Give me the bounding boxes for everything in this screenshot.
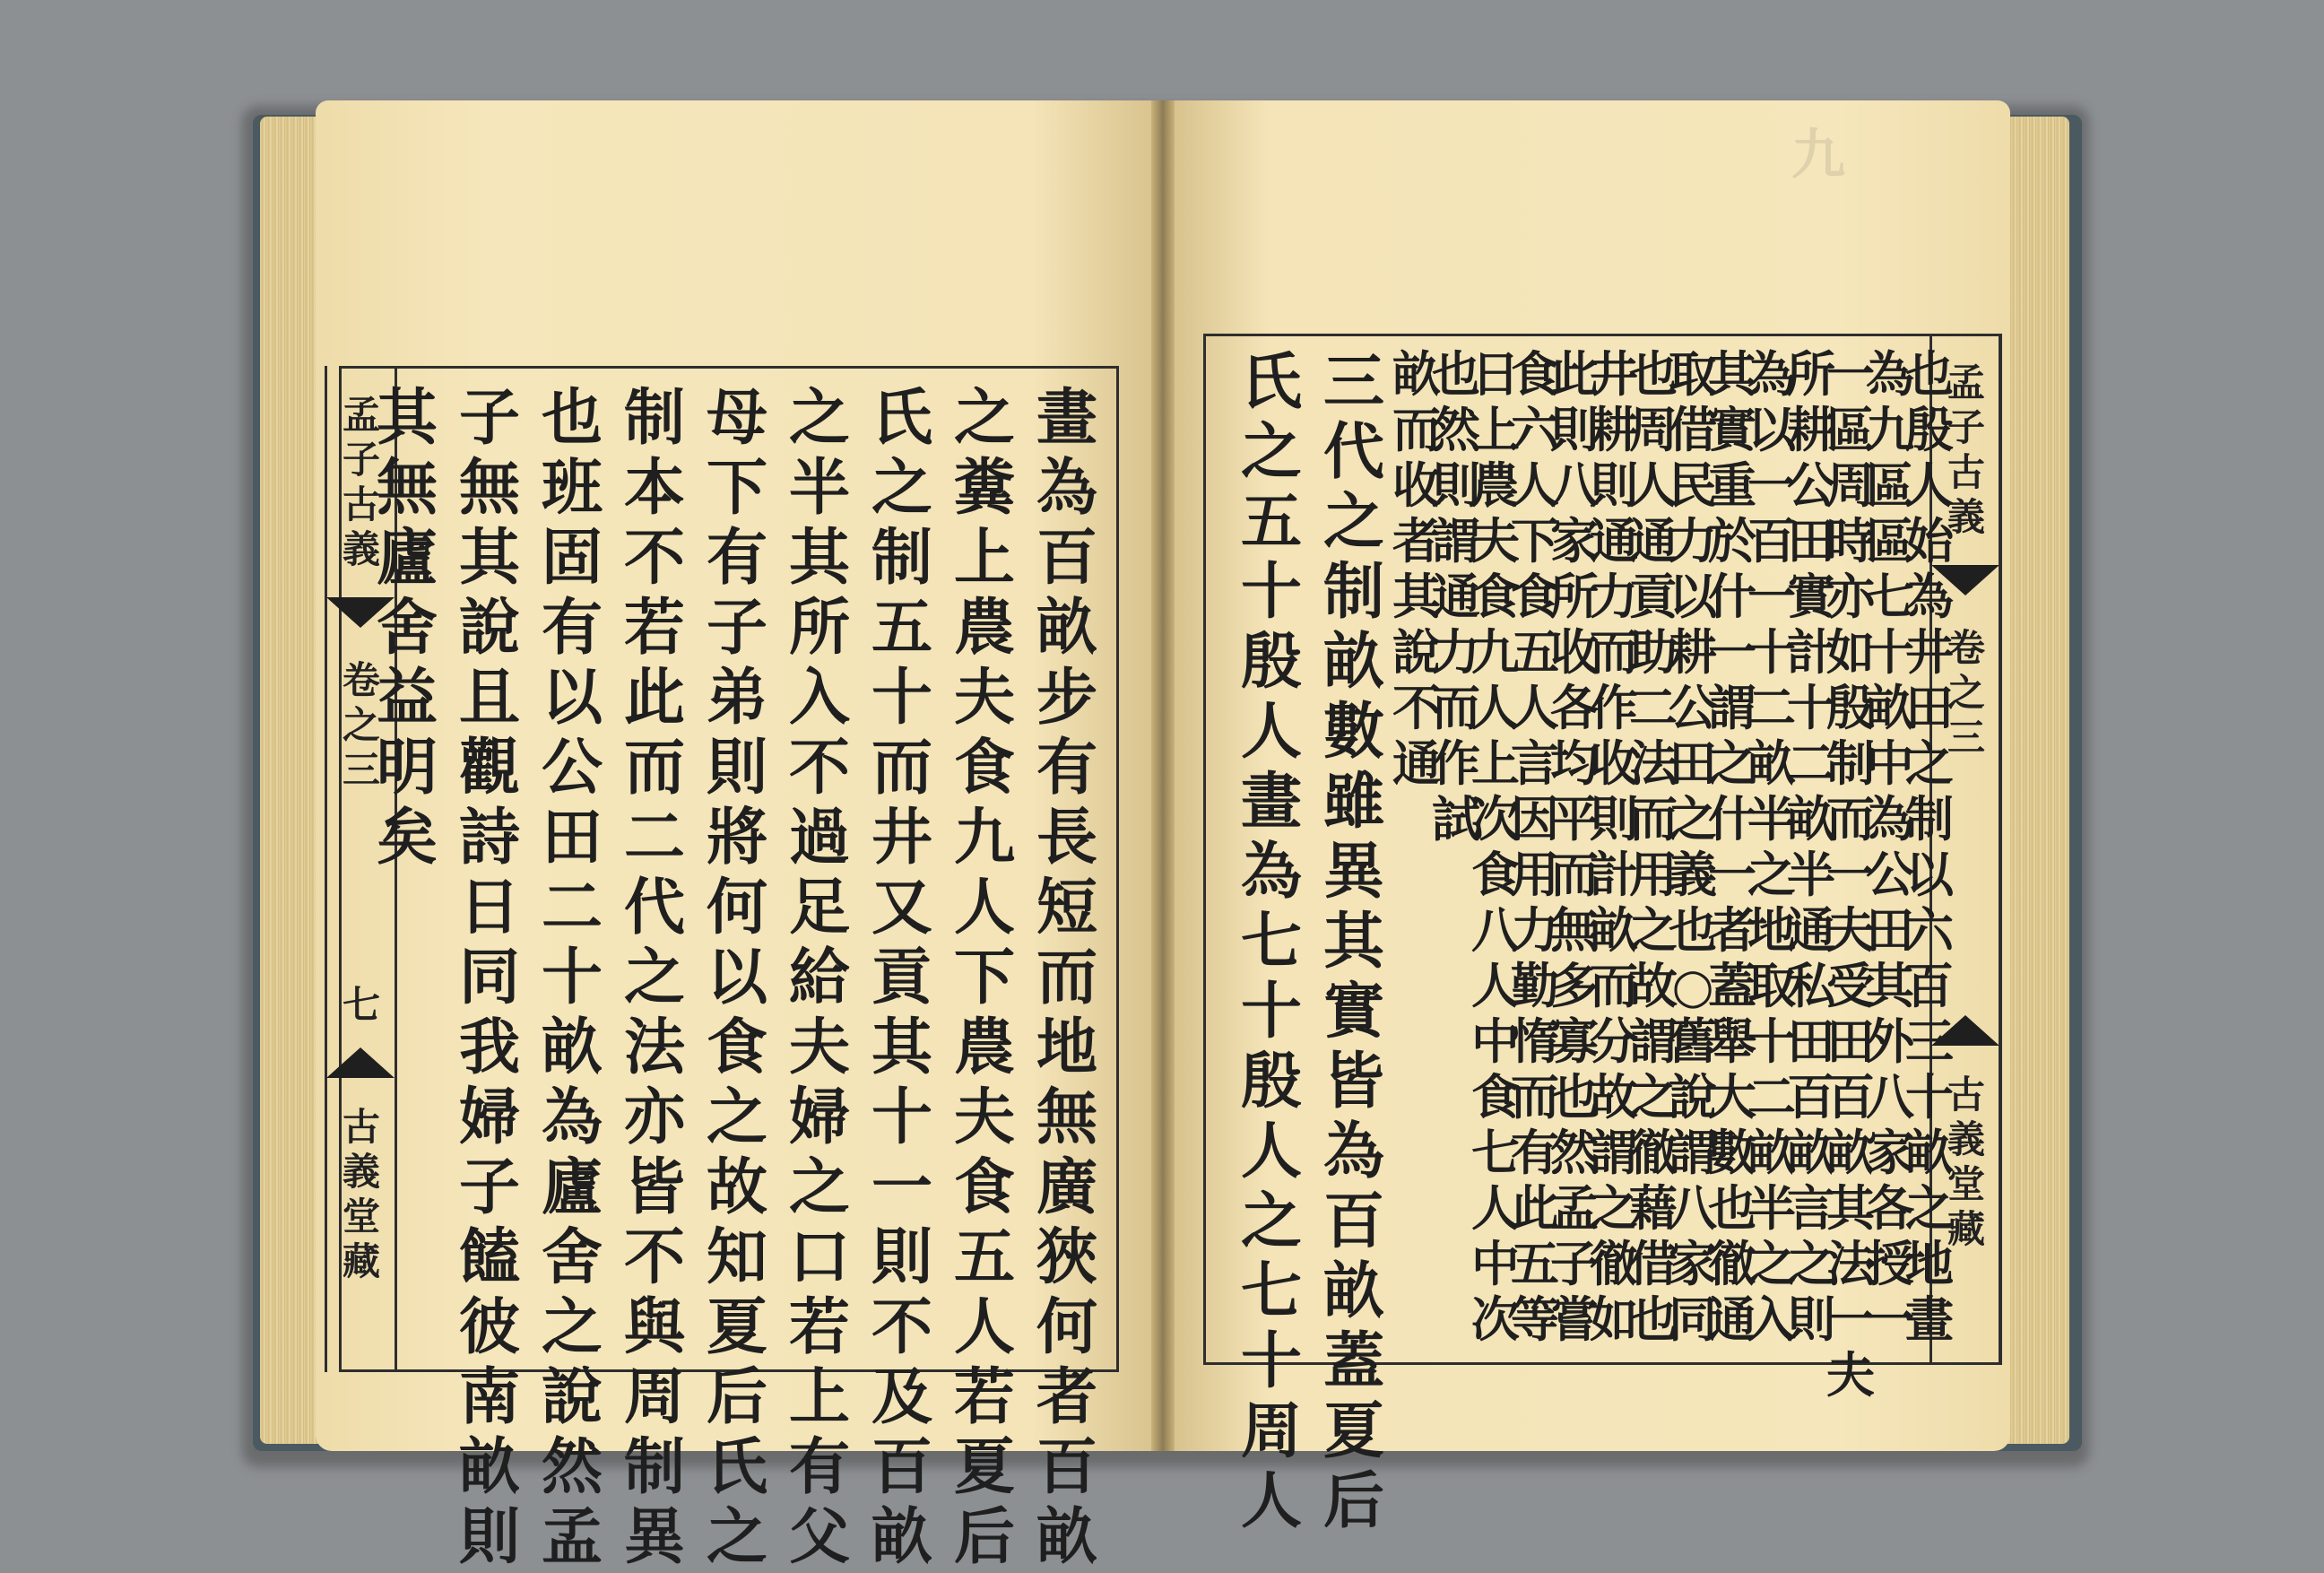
banner-char: 三 <box>342 748 380 792</box>
right-text-column: 三 代 之 制 畝 數 雖 異 其 實 皆 為 百 畝 蓋 夏 后 <box>1322 346 1384 1537</box>
right-commentary-column: 此 則 八 家 所 收 各 均 平 而 無 多 寡 也 然 孟 子 嘗 <box>1550 345 1599 1348</box>
right-commentary-column: 取 借 民 力 以 耕 公 田 之 義 也 ○ 舊 說 謂 八 家 同 <box>1669 345 1717 1348</box>
banner-char: 孟 <box>342 393 380 437</box>
banner-char: 子 <box>1947 405 1985 449</box>
banner-char: 義 <box>1947 1117 1985 1161</box>
right-commentary-column: 日 上 農 夫 食 九 人 上 次 食 八 人 中 食 七 人 中 次 <box>1471 345 1520 1348</box>
right-commentary-column: 畝 而 收 者 其 說 不 通 <box>1392 345 1441 792</box>
right-commentary-column: 一 區 周 時 亦 如 殷 制 而 一 夫 受 田 百 畝 其 法 一 夫 <box>1826 345 1875 1404</box>
right-commentary-column: 其 實 重 於 什 一 謂 之 什 一 者 蓋 舉 大 數 也 徹 通 <box>1708 345 1756 1348</box>
right-commentary-column: 食 六 人 下 食 五 人 言 因 用 力 勤 惰 而 有 此 五 等 <box>1511 345 1559 1348</box>
banner-char: 古 <box>342 482 380 526</box>
left-text-column: 其 無 廬 舍 益 明 矣 <box>376 382 438 873</box>
banner-char: 古 <box>342 1105 380 1149</box>
banner-char: 子 <box>342 438 380 482</box>
right-commentary-column: 井 耕 則 通 力 而 作 收 則 計 畝 而 分 故 謂 之 徹 如 <box>1590 345 1638 1348</box>
left-text-column: 畫 為 百 畝 步 有 長 短 而 地 無 廣 狹 何 者 百 畝 <box>1036 382 1097 1573</box>
left-text-column: 氏 之 制 五 十 而 井 又 貢 其 十 一 則 不 及 百 畝 <box>871 382 932 1573</box>
bleed-through-mark: 九 <box>1782 126 1845 179</box>
left-text-column: 之 半 其 所 入 不 過 足 給 夫 婦 之 口 若 上 有 父 <box>788 382 850 1573</box>
banner-char: 之 <box>342 703 380 747</box>
right-commentary-column: 為 以 一 百 一 十 二 畝 半 之 地 取 十 二 畝 半 之 入 <box>1747 345 1796 1348</box>
book-gutter <box>1151 100 1175 1451</box>
fish-tail-bottom-ornament <box>326 1047 395 1078</box>
left-banner-publisher <box>328 1098 395 1283</box>
left-text-column: 子 無 其 說 且 觀 詩 日 同 我 婦 子 饁 彼 南 畝 則 <box>458 382 520 1573</box>
right-page-edges <box>2005 117 2069 1444</box>
banner-char: 三 <box>1947 716 1985 760</box>
left-text-column: 制 本 不 若 此 而 二 代 之 法 亦 皆 不 與 周 制 異 <box>623 382 685 1573</box>
banner-char: 藏 <box>1947 1207 1985 1251</box>
right-commentary-column: 所 耕 公 田 實 計 十 二 畝 半 通 私 田 百 畝 言 之 則 <box>1787 345 1835 1348</box>
banner-char: 孟 <box>1947 361 1985 404</box>
banner-char: 古 <box>1947 1073 1985 1117</box>
left-text-column: 之 糞 上 農 夫 食 九 人 下 農 夫 食 五 人 若 夏 后 <box>953 382 1015 1573</box>
right-commentary-column: 也 殷 人 始 為 井 田 之 制 以 六 百 三 十 畝 之 地 畫 <box>1905 345 1954 1348</box>
right-commentary-column: 為 九 區 區 七 十 畝 中 為 公 田 其 外 八 家 各 授 一 <box>1866 345 1914 1348</box>
banner-char: 古 <box>1947 450 1985 494</box>
banner-char: 堂 <box>1947 1162 1985 1206</box>
right-text-column: 氏 之 五 十 殷 人 畫 為 七 十 殷 人 之 七 十 周 人 <box>1240 346 1302 1537</box>
banner-char: 之 <box>1947 671 1985 715</box>
banner-char: 堂 <box>342 1195 380 1238</box>
right-commentary-column: 也 周 人 通 貢 助 二 法 而 用 之 故 謂 之 徹 藉 借 也 <box>1629 345 1678 1348</box>
banner-char: 義 <box>342 527 380 571</box>
banner-char: 卷 <box>1947 626 1985 670</box>
right-commentary-column: 也 然 則 謂 通 力 而 作 試 <box>1432 345 1480 847</box>
left-page-number: 七 <box>342 983 380 1027</box>
left-text-column: 母 下 有 子 弟 則 將 何 以 食 之 故 知 夏 后 氏 之 <box>706 382 767 1573</box>
banner-char: 卷 <box>342 658 380 702</box>
banner-char: 義 <box>342 1150 380 1194</box>
left-text-column: 也 班 固 有 以 公 田 二 十 畝 為 廬 舍 之 說 然 孟 <box>541 382 603 1573</box>
banner-char: 義 <box>1947 495 1985 539</box>
banner-char: 藏 <box>342 1239 380 1283</box>
